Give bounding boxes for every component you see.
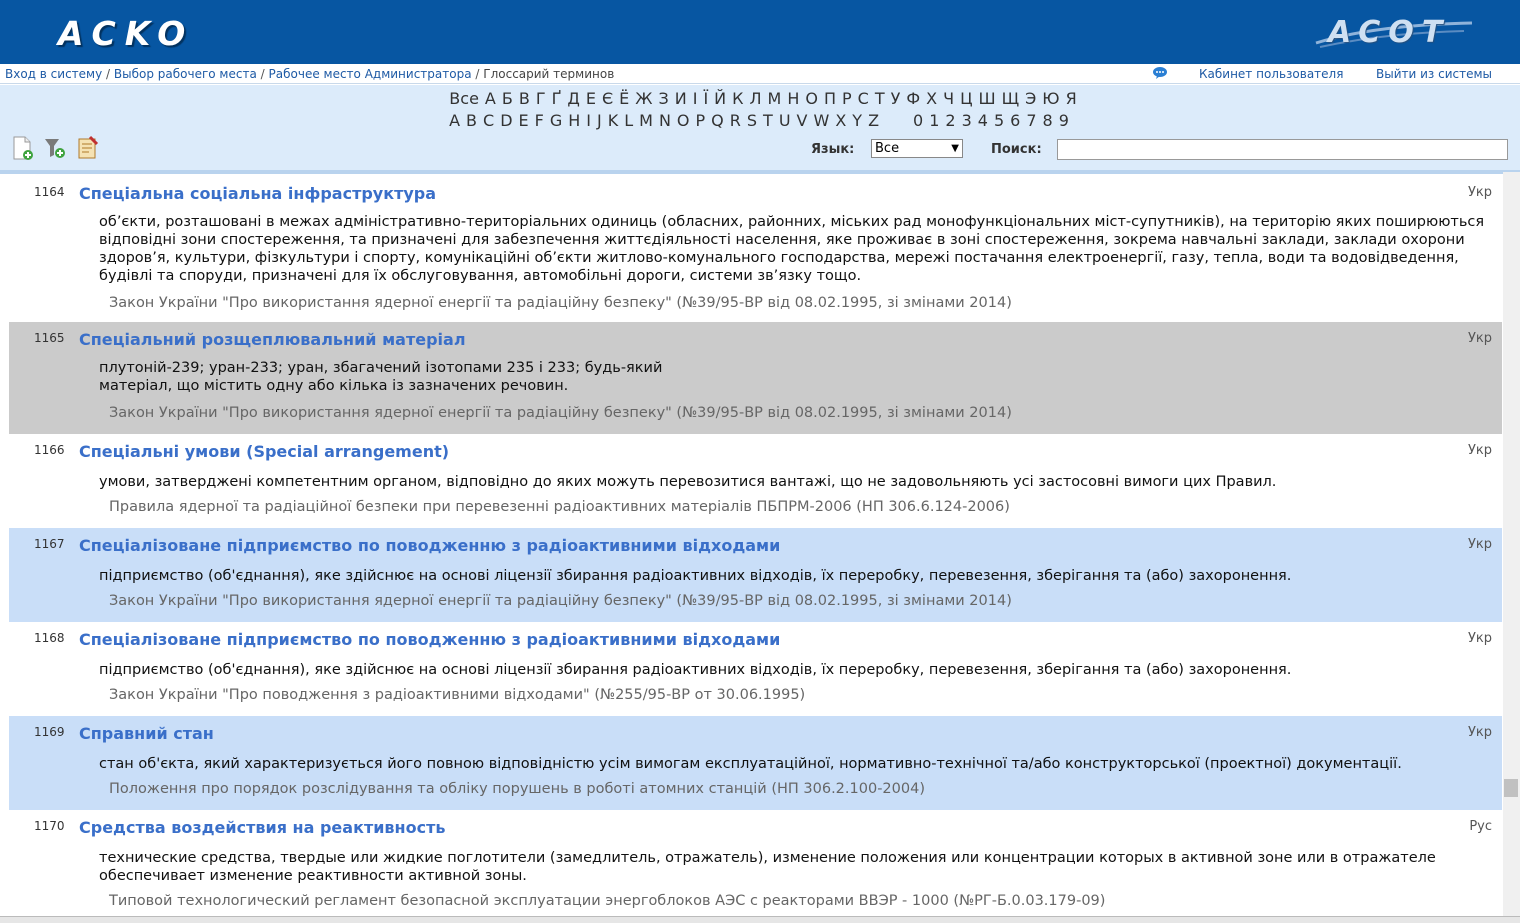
- entry-term-link[interactable]: Справний стан: [79, 724, 214, 743]
- letter-filter[interactable]: D: [500, 111, 513, 130]
- letter-filter[interactable]: О: [805, 89, 818, 108]
- letter-filter[interactable]: З: [658, 89, 669, 108]
- search-input[interactable]: [1057, 139, 1508, 160]
- entry-definition: умови, затверджені компетентним органом, відповідно до яких можуть перевозитися вантажі, що не задовольняють усі застосовні вимоги цих Правил.: [99, 474, 1277, 490]
- chat-icon[interactable]: [1152, 66, 1168, 80]
- entry-source: Закон України "Про використання ядерної енергії та радіаційну безпеку" (№39/95-ВР від 08.02.1995, зі змінами 2014): [109, 593, 1012, 609]
- glossary-entry[interactable]: [9, 176, 1502, 322]
- digit-filter[interactable]: 1: [929, 111, 940, 130]
- entry-source: Закон України "Про використання ядерної енергії та радіаційну безпеку" (№39/95-ВР від 08.02.1995, зі змінами 2014): [109, 295, 1012, 311]
- horizontal-scrollbar[interactable]: [0, 916, 1520, 923]
- letter-filter[interactable]: І: [692, 89, 698, 108]
- vertical-scrollbar[interactable]: [1503, 172, 1520, 916]
- letter-filter[interactable]: Ї: [703, 89, 709, 108]
- letter-filter[interactable]: Л: [749, 89, 762, 108]
- digit-filter[interactable]: 8: [1042, 111, 1053, 130]
- alphabet-cyrillic: [3, 89, 1520, 108]
- language-select[interactable]: [871, 139, 963, 158]
- letter-filter[interactable]: P: [695, 111, 706, 130]
- add-term-icon[interactable]: [10, 135, 34, 161]
- letter-filter[interactable]: W: [813, 111, 830, 130]
- letter-filter[interactable]: Б: [501, 89, 513, 108]
- letter-filter[interactable]: J: [596, 111, 602, 130]
- digit-filter[interactable]: 5: [993, 111, 1005, 130]
- entry-source: Положення про порядок розслідування та обліку порушень в роботі атомних станцій (НП 306.2.100-2004): [109, 781, 925, 797]
- entry-number: 1170: [34, 819, 65, 833]
- language-select-value: Все: [875, 141, 900, 156]
- digit-filter[interactable]: 6: [1010, 111, 1021, 130]
- app-header: [0, 0, 1520, 64]
- letter-filter[interactable]: Ц: [960, 89, 973, 108]
- digit-filter[interactable]: 4: [977, 111, 988, 130]
- entry-term-link[interactable]: Спеціалізоване підприємство по поводженню з радіоактивними відходами: [79, 536, 781, 555]
- entry-number: 1166: [34, 443, 65, 457]
- search-label: Поиск:: [991, 142, 1042, 157]
- entry-source: Закон України "Про використання ядерної енергії та радіаційну безпеку" (№39/95-ВР від 08.02.1995, зі змінами 2014): [109, 405, 1012, 421]
- letter-filter[interactable]: S: [746, 111, 758, 130]
- letter-filter[interactable]: Н: [787, 89, 800, 108]
- letter-filter[interactable]: Й: [714, 89, 727, 108]
- letter-filter[interactable]: R: [729, 111, 741, 130]
- entry-language: Укр: [1467, 537, 1492, 552]
- breadcrumb-separator: /: [260, 67, 265, 81]
- digit-filter[interactable]: 3: [961, 111, 972, 130]
- glossary-entry[interactable]: [9, 622, 1502, 716]
- letter-filter[interactable]: П: [823, 89, 836, 108]
- letter-filter[interactable]: Ш: [978, 89, 996, 108]
- glossary-entry[interactable]: [9, 810, 1502, 916]
- digit-filter[interactable]: 7: [1026, 111, 1037, 130]
- user-cabinet-link[interactable]: Кабинет пользователя: [1199, 67, 1344, 81]
- letter-filter[interactable]: Э: [1025, 89, 1037, 108]
- entry-language: Укр: [1467, 631, 1492, 646]
- glossary-entry[interactable]: [9, 716, 1502, 810]
- entry-definition: технические средства, твердые или жидкие поглотители (замедлитель, отражатель), изменение положения или концентрации которых в активной зоне или в отражателе обеспечивает изменение реактивности активной зоны.: [99, 850, 1436, 884]
- entry-number: 1169: [34, 725, 65, 739]
- letter-filter[interactable]: Ё: [619, 89, 630, 108]
- letter-filter[interactable]: В: [518, 89, 530, 108]
- panel-divider: [0, 170, 1520, 174]
- entry-definition: плутоній-239; уран-233; уран, збагачений ізотопами 235 і 233; будь-який матеріал, що містить одну або кілька із зазначених речовин.: [99, 360, 663, 394]
- letter-filter[interactable]: N: [658, 111, 671, 130]
- entry-language: Рус: [1469, 819, 1492, 834]
- breadcrumb-bar: [0, 64, 1520, 84]
- letter-filter-all[interactable]: Все: [449, 89, 479, 108]
- letter-filter[interactable]: U: [778, 111, 791, 130]
- letter-filter[interactable]: Г: [535, 89, 546, 108]
- entry-term-link[interactable]: Средства воздействия на реактивность: [79, 818, 446, 837]
- letter-filter[interactable]: Т: [874, 89, 885, 108]
- breadcrumb: [5, 67, 614, 81]
- entry-number: 1168: [34, 631, 65, 645]
- letter-filter[interactable]: Я: [1065, 89, 1077, 108]
- breadcrumb-separator: /: [106, 67, 111, 81]
- letter-filter[interactable]: I: [586, 111, 591, 130]
- letter-filter[interactable]: Y: [852, 111, 863, 130]
- language-label: Язык:: [811, 142, 855, 157]
- entry-term-link[interactable]: Спеціальні умови (Special arrangement): [79, 442, 450, 461]
- letter-filter[interactable]: Щ: [1001, 89, 1020, 108]
- entry-language: Укр: [1467, 331, 1492, 346]
- edit-list-icon[interactable]: [76, 135, 100, 161]
- letter-filter[interactable]: У: [890, 89, 901, 108]
- digit-filter[interactable]: 2: [945, 111, 956, 130]
- entry-definition: підприємство (об'єднання), яке здійснює на основі ліцензії збирання радіоактивних відходів, їх переробку, перевезення, зберігання та (або) захоронення.: [99, 662, 1292, 678]
- entry-number: 1164: [34, 185, 65, 199]
- breadcrumb-admin-workplace[interactable]: Рабочее место Администратора: [268, 67, 472, 81]
- entry-language: Укр: [1467, 443, 1492, 458]
- entry-term-link[interactable]: Спеціальний розщеплювальний матеріал: [79, 330, 466, 349]
- letter-filter[interactable]: Ж: [635, 89, 653, 108]
- letter-filter[interactable]: Ю: [1042, 89, 1060, 108]
- dropdown-arrow-icon: ▼: [951, 143, 959, 154]
- letter-filter[interactable]: C: [483, 111, 495, 130]
- letter-filter[interactable]: Х: [926, 89, 938, 108]
- letter-filter[interactable]: V: [796, 111, 808, 130]
- entry-definition: стан об'єкта, який характеризується його повною відповідністю усім вимогам експлуатаційної, нормативно-технічної та/або конструкторської (проектної) документації.: [99, 756, 1402, 772]
- entry-source: Правила ядерної та радіаційної безпеки при перевезенні радіоактивних матеріалів ПБПРМ-2006 (НП 306.6.124-2006): [109, 499, 1010, 515]
- breadcrumb-current: Глоссарий терминов: [483, 67, 615, 81]
- letter-filter[interactable]: Е: [585, 89, 596, 108]
- entry-source: Типовой технологический регламент безопасной эксплуатации энергоблоков АЭС с реакторами ВВЭР - 1000 (№РГ-Б.0.03.179-09): [109, 893, 1106, 909]
- entry-number: 1167: [34, 537, 65, 551]
- letter-filter[interactable]: F: [534, 111, 544, 130]
- entry-term-link[interactable]: Спеціальна соціальна інфраструктура: [79, 184, 437, 203]
- entry-term-link[interactable]: Спеціалізоване підприємство по поводженню з радіоактивними відходами: [79, 630, 781, 649]
- letter-filter[interactable]: H: [568, 111, 581, 130]
- acko-logo[interactable]: ACKO: [58, 14, 195, 53]
- entry-source: Закон України "Про поводження з радіоактивними відходами" (№255/95-ВР от 30.06.1995): [109, 687, 806, 703]
- entry-language: Укр: [1467, 185, 1492, 200]
- letter-filter[interactable]: B: [466, 111, 478, 130]
- letter-filter[interactable]: E: [518, 111, 529, 130]
- digit-filter[interactable]: 9: [1058, 111, 1069, 130]
- entry-definition: підприємство (об'єднання), яке здійснює на основі ліцензії збирання радіоактивних відходів, їх переробку, перевезення, зберігання та (або) захоронення.: [99, 568, 1292, 584]
- acot-logo-text: ACOT: [1328, 15, 1451, 50]
- digit-filter[interactable]: 0: [913, 111, 924, 130]
- glossary-entry[interactable]: [9, 434, 1502, 528]
- letter-filter[interactable]: T: [763, 111, 773, 130]
- entry-language: Укр: [1467, 725, 1492, 740]
- letter-filter[interactable]: Р: [842, 89, 852, 108]
- letter-filter[interactable]: К: [732, 89, 744, 108]
- glossary-list: [9, 176, 1502, 916]
- glossary-entry[interactable]: [9, 322, 1502, 434]
- letter-filter[interactable]: Д: [567, 89, 580, 108]
- acot-logo: [1314, 13, 1474, 53]
- letter-filter[interactable]: И: [674, 89, 687, 108]
- letter-filter[interactable]: A: [449, 111, 461, 130]
- breadcrumb-login[interactable]: Вход в систему: [5, 67, 103, 81]
- letter-filter[interactable]: М: [767, 89, 782, 108]
- letter-filter[interactable]: А: [484, 89, 496, 108]
- logout-link[interactable]: Выйти из системы: [1376, 67, 1492, 81]
- letter-filter[interactable]: G: [549, 111, 563, 130]
- letter-filter[interactable]: Ч: [943, 89, 955, 108]
- letter-filter[interactable]: Ґ: [551, 89, 562, 108]
- add-filter-icon[interactable]: [43, 135, 67, 161]
- filter-panel: [0, 85, 1520, 171]
- letter-filter[interactable]: Є: [601, 89, 614, 108]
- letter-filter[interactable]: Ф: [906, 89, 921, 108]
- breadcrumb-workplace-select[interactable]: Выбор рабочего места: [113, 67, 257, 81]
- letter-filter[interactable]: O: [676, 111, 690, 130]
- scrollbar-thumb[interactable]: [1504, 779, 1518, 797]
- entry-number: 1165: [34, 331, 65, 345]
- entry-definition: об’єкти, розташовані в межах адміністративно-територіальних одиниць (обласних, районних, міських рад монофункціональних міст-супутників), на територію яких поширюються відповідні зони спостереження, та призначені для забезпечення життєдіяльності населення, яке проживає в зоні спостереження, зокрема навчальні заклади, заклади охорони здоров’я, культури, фізкультури і спорту, комунікаційні об’єкти житлово-комунального господарства, мережі постачання електроенергії, газу, тепла, води та водовідведення, будівлі та споруди, призначені для їх обслуговування, автомобільні дороги, системи зв’язку тощо.: [99, 214, 1485, 284]
- letter-filter[interactable]: С: [857, 89, 869, 108]
- alphabet-latin-digits: [0, 111, 1519, 130]
- letter-filter[interactable]: Z: [868, 111, 880, 130]
- letter-filter[interactable]: L: [624, 111, 634, 130]
- breadcrumb-separator: /: [475, 67, 480, 81]
- letter-filter[interactable]: X: [835, 111, 847, 130]
- letter-filter[interactable]: K: [607, 111, 619, 130]
- glossary-entry[interactable]: [9, 528, 1502, 622]
- letter-filter[interactable]: M: [639, 111, 653, 130]
- letter-filter[interactable]: Q: [711, 111, 724, 130]
